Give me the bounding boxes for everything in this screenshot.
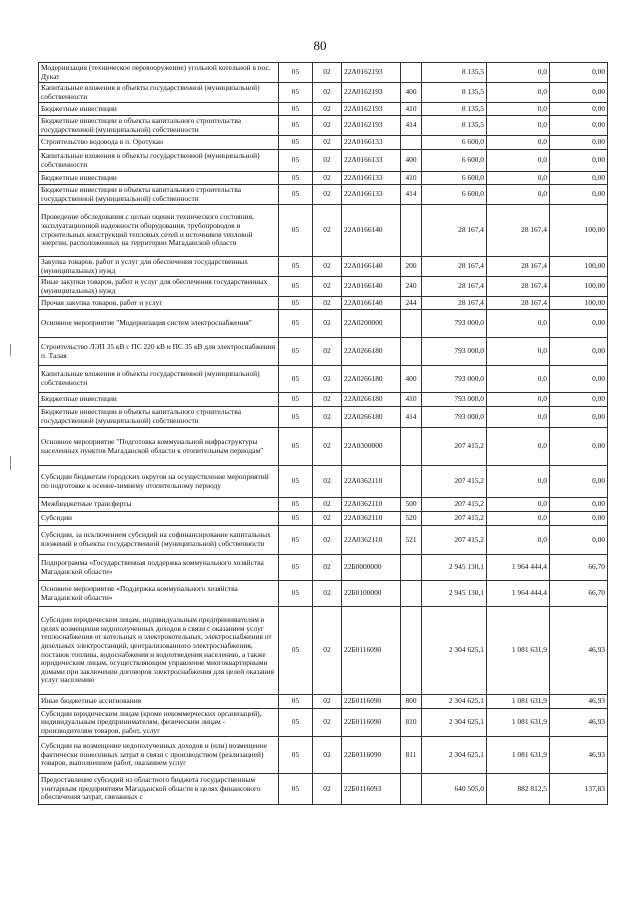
executed-amount: 0,0 <box>487 150 550 172</box>
section-code: 05 <box>279 393 313 407</box>
target-article-code: 22А0166133 <box>342 185 401 205</box>
expense-type-code <box>401 774 422 805</box>
section-code: 05 <box>279 466 313 498</box>
table-row <box>39 150 608 172</box>
subsection-code: 02 <box>313 393 342 407</box>
expense-type-code: 810 <box>401 709 422 737</box>
execution-percent: 0,00 <box>550 310 608 338</box>
table-row <box>39 393 608 407</box>
planned-amount: 8 135,5 <box>422 116 487 136</box>
row-name: Бюджетные инвестиции в объекты капитального строительства государственной (муниципальной) собственности <box>39 185 279 205</box>
budget-table <box>38 62 608 805</box>
target-article-code: 22А0266180 <box>342 366 401 393</box>
execution-percent: 137,83 <box>550 774 608 805</box>
subsection-code: 02 <box>313 512 342 526</box>
subsection-code: 02 <box>313 581 342 607</box>
subsection-code: 02 <box>313 695 342 709</box>
subsection-code: 02 <box>313 205 342 257</box>
section-code: 05 <box>279 512 313 526</box>
section-code: 05 <box>279 63 313 83</box>
table-row <box>39 297 608 310</box>
target-article-code: 22Б0100000 <box>342 581 401 607</box>
row-name: Субсидии юридическим лицам, индивидуальным предпринимателям в целях возмещения недополученных доходов в связи с оказанием услуг теплоснабжения от котельных и электрокотельных, электроснабжения от дизельных электростанций, централизованного электроснабжения, поставок топлива, водоснабжения и водоотведения населению, а также юридическим лицам, осуществляющим управление многоквартирными домами при заключении договоров электроснабжения для целей оказания услуг населению <box>39 607 279 695</box>
target-article-code: 22А0266180 <box>342 393 401 407</box>
expense-type-code: 400 <box>401 83 422 103</box>
table-row <box>39 526 608 555</box>
row-name: Капитальные вложения в объекты государственной (муниципальной) собственности <box>39 366 279 393</box>
planned-amount: 6 600,0 <box>422 172 487 185</box>
planned-amount: 207 415,2 <box>422 466 487 498</box>
section-code: 05 <box>279 83 313 103</box>
planned-amount: 28 167,4 <box>422 277 487 297</box>
target-article-code: 22А0166140 <box>342 257 401 277</box>
target-article-code: 22Б0116090 <box>342 607 401 695</box>
target-article-code: 22Б0116090 <box>342 709 401 737</box>
executed-amount: 0,0 <box>487 116 550 136</box>
subsection-code: 02 <box>313 498 342 512</box>
target-article-code: 22А0200000 <box>342 310 401 338</box>
section-code: 05 <box>279 428 313 466</box>
target-article-code: 22А0362110 <box>342 466 401 498</box>
execution-percent: 0,00 <box>550 526 608 555</box>
expense-type-code: 244 <box>401 297 422 310</box>
row-name: Основное мероприятие "Подготовка коммунальной инфраструктуры населенных пунктов Магаданской области к отопительным периодам" <box>39 428 279 466</box>
table-row <box>39 310 608 338</box>
section-code: 05 <box>279 150 313 172</box>
executed-amount: 1 081 631,9 <box>487 737 550 774</box>
planned-amount: 8 135,5 <box>422 63 487 83</box>
execution-percent: 0,00 <box>550 83 608 103</box>
row-name: Проведение обследования с целью оценки технического состояния, эксплуатационной надежности оборудования, трубопроводов и строительных конструкций тепловых сетей и источников тепловой энергии, расположенных на территории Магаданской области <box>39 205 279 257</box>
subsection-code: 02 <box>313 172 342 185</box>
target-article-code: 22Б0116090 <box>342 737 401 774</box>
executed-amount: 28 167,4 <box>487 205 550 257</box>
subsection-code: 02 <box>313 310 342 338</box>
table-row <box>39 172 608 185</box>
executed-amount: 0,0 <box>487 498 550 512</box>
target-article-code: 22А0162193 <box>342 103 401 116</box>
execution-percent: 0,00 <box>550 393 608 407</box>
expense-type-code: 400 <box>401 150 422 172</box>
executed-amount: 1 964 444,4 <box>487 581 550 607</box>
row-name: Бюджетные инвестиции <box>39 172 279 185</box>
planned-amount: 28 167,4 <box>422 257 487 277</box>
expense-type-code <box>401 63 422 83</box>
executed-amount: 0,0 <box>487 428 550 466</box>
section-code: 05 <box>279 498 313 512</box>
section-code: 05 <box>279 205 313 257</box>
execution-percent: 0,00 <box>550 366 608 393</box>
planned-amount: 6 600,0 <box>422 150 487 172</box>
section-code: 05 <box>279 526 313 555</box>
section-code: 05 <box>279 310 313 338</box>
table-row <box>39 555 608 581</box>
execution-percent: 100,00 <box>550 297 608 310</box>
table-row <box>39 205 608 257</box>
target-article-code: 22Б0116093 <box>342 774 401 805</box>
planned-amount: 207 415,2 <box>422 526 487 555</box>
row-name: Субсидии бюджетам городских округов на осуществление мероприятий по подготовке к осенне-зимнему отопительному периоду <box>39 466 279 498</box>
section-code: 05 <box>279 103 313 116</box>
section-code: 05 <box>279 774 313 805</box>
expense-type-code: 520 <box>401 512 422 526</box>
planned-amount: 2 304 625,1 <box>422 695 487 709</box>
execution-percent: 0,00 <box>550 136 608 150</box>
expense-type-code <box>401 466 422 498</box>
table-row <box>39 737 608 774</box>
section-code: 05 <box>279 338 313 366</box>
target-article-code: 22А0162193 <box>342 116 401 136</box>
expense-type-code <box>401 581 422 607</box>
expense-type-code: 410 <box>401 393 422 407</box>
subsection-code: 02 <box>313 407 342 428</box>
table-row <box>39 257 608 277</box>
section-code: 05 <box>279 185 313 205</box>
executed-amount: 1 964 444,4 <box>487 555 550 581</box>
table-row <box>39 366 608 393</box>
execution-percent: 0,00 <box>550 512 608 526</box>
expense-type-code: 521 <box>401 526 422 555</box>
section-code: 05 <box>279 257 313 277</box>
expense-type-code: 414 <box>401 407 422 428</box>
target-article-code: 22А0166133 <box>342 150 401 172</box>
row-name: Иные закупки товаров, работ и услуг для обеспечения государственных (муниципальных) нужд <box>39 277 279 297</box>
execution-percent: 46,93 <box>550 737 608 774</box>
table-row <box>39 185 608 205</box>
execution-percent: 0,00 <box>550 407 608 428</box>
subsection-code: 02 <box>313 466 342 498</box>
execution-percent: 0,00 <box>550 150 608 172</box>
execution-percent: 46,93 <box>550 709 608 737</box>
row-name: Капитальные вложения в объекты государственной (муниципальной) собственности <box>39 83 279 103</box>
target-article-code: 22А0166140 <box>342 297 401 310</box>
planned-amount: 8 135,5 <box>422 103 487 116</box>
target-article-code: 22А0162193 <box>342 63 401 83</box>
execution-percent: 46,93 <box>550 607 608 695</box>
expense-type-code <box>401 428 422 466</box>
subsection-code: 02 <box>313 277 342 297</box>
target-article-code: 22Б0116090 <box>342 695 401 709</box>
target-article-code: 22Б0000000 <box>342 555 401 581</box>
execution-percent: 0,00 <box>550 338 608 366</box>
expense-type-code <box>401 136 422 150</box>
table-row <box>39 277 608 297</box>
execution-percent: 100,00 <box>550 277 608 297</box>
target-article-code: 22А0362110 <box>342 512 401 526</box>
planned-amount: 6 600,0 <box>422 185 487 205</box>
execution-percent: 0,00 <box>550 428 608 466</box>
row-name: Субсидии, за исключением субсидий на софинансирование капитальных вложений в объекты государственной (муниципальной) собственности <box>39 526 279 555</box>
execution-percent: 66,70 <box>550 555 608 581</box>
target-article-code: 22А0362110 <box>342 498 401 512</box>
planned-amount: 2 945 130,1 <box>422 581 487 607</box>
margin-mark-lower <box>10 456 11 470</box>
subsection-code: 02 <box>313 709 342 737</box>
table-row <box>39 136 608 150</box>
subsection-code: 02 <box>313 428 342 466</box>
planned-amount: 28 167,4 <box>422 205 487 257</box>
executed-amount: 0,0 <box>487 63 550 83</box>
table-row <box>39 512 608 526</box>
planned-amount: 28 167,4 <box>422 297 487 310</box>
expense-type-code: 800 <box>401 695 422 709</box>
executed-amount: 0,0 <box>487 512 550 526</box>
table-row <box>39 116 608 136</box>
planned-amount: 207 415,2 <box>422 428 487 466</box>
section-code: 05 <box>279 695 313 709</box>
subsection-code: 02 <box>313 526 342 555</box>
expense-type-code: 414 <box>401 116 422 136</box>
expense-type-code <box>401 338 422 366</box>
section-code: 05 <box>279 297 313 310</box>
subsection-code: 02 <box>313 103 342 116</box>
row-name: Субсидии на возмещение недополученных доходов и (или) возмещение фактически понесенных затрат в связи с производством (реализацией) товаров, выполнением работ, оказанием услуг <box>39 737 279 774</box>
expense-type-code: 414 <box>401 185 422 205</box>
table-row <box>39 466 608 498</box>
planned-amount: 8 135,5 <box>422 83 487 103</box>
expense-type-code: 410 <box>401 172 422 185</box>
table-row <box>39 103 608 116</box>
execution-percent: 0,00 <box>550 498 608 512</box>
table-row <box>39 607 608 695</box>
section-code: 05 <box>279 366 313 393</box>
table-row <box>39 63 608 83</box>
table-row <box>39 774 608 805</box>
executed-amount: 882 812,5 <box>487 774 550 805</box>
row-name: Бюджетные инвестиции в объекты капитального строительства государственной (муниципальной) собственности <box>39 407 279 428</box>
expense-type-code <box>401 555 422 581</box>
subsection-code: 02 <box>313 338 342 366</box>
table-row <box>39 709 608 737</box>
subsection-code: 02 <box>313 297 342 310</box>
subsection-code: 02 <box>313 185 342 205</box>
section-code: 05 <box>279 737 313 774</box>
executed-amount: 0,0 <box>487 136 550 150</box>
section-code: 05 <box>279 581 313 607</box>
planned-amount: 2 304 625,1 <box>422 607 487 695</box>
subsection-code: 02 <box>313 607 342 695</box>
section-code: 05 <box>279 607 313 695</box>
target-article-code: 22А0166140 <box>342 277 401 297</box>
row-name: Бюджетные инвестиции <box>39 393 279 407</box>
section-code: 05 <box>279 136 313 150</box>
row-name: Закупка товаров, работ и услуг для обеспечения государственных (муниципальных) нужд <box>39 257 279 277</box>
section-code: 05 <box>279 407 313 428</box>
execution-percent: 0,00 <box>550 103 608 116</box>
row-name: Модернизация (техническое перевооружение) угольной котельной в пос. Дукат <box>39 63 279 83</box>
executed-amount: 0,0 <box>487 185 550 205</box>
target-article-code: 22А0362110 <box>342 526 401 555</box>
executed-amount: 0,0 <box>487 310 550 338</box>
subsection-code: 02 <box>313 136 342 150</box>
table-row <box>39 407 608 428</box>
executed-amount: 1 081 631,9 <box>487 695 550 709</box>
target-article-code: 22А0162193 <box>342 83 401 103</box>
executed-amount: 1 081 631,9 <box>487 709 550 737</box>
execution-percent: 0,00 <box>550 466 608 498</box>
row-name: Строительство водовода в п. Оротукан <box>39 136 279 150</box>
row-name: Бюджетные инвестиции в объекты капитального строительства государственной (муниципальной) собственности <box>39 116 279 136</box>
section-code: 05 <box>279 555 313 581</box>
subsection-code: 02 <box>313 257 342 277</box>
expense-type-code <box>401 205 422 257</box>
planned-amount: 640 505,0 <box>422 774 487 805</box>
margin-mark-upper <box>10 344 11 356</box>
expense-type-code <box>401 607 422 695</box>
execution-percent: 0,00 <box>550 185 608 205</box>
executed-amount: 0,0 <box>487 172 550 185</box>
row-name: Подпрограмма «Государственная поддержка коммунального хозяйства Магаданской области» <box>39 555 279 581</box>
planned-amount: 207 415,2 <box>422 512 487 526</box>
planned-amount: 207 415,2 <box>422 498 487 512</box>
planned-amount: 6 600,0 <box>422 136 487 150</box>
expense-type-code: 811 <box>401 737 422 774</box>
execution-percent: 0,00 <box>550 63 608 83</box>
target-article-code: 22А0166133 <box>342 136 401 150</box>
target-article-code: 22А0266180 <box>342 338 401 366</box>
row-name: Прочая закупка товаров, работ и услуг <box>39 297 279 310</box>
row-name: Предоставление субсидий из областного бюджета государственным унитарным предприятиям Магаданской области в целях финансового обеспечения затрат, связанных с <box>39 774 279 805</box>
execution-percent: 0,00 <box>550 172 608 185</box>
expense-type-code: 200 <box>401 257 422 277</box>
executed-amount: 0,0 <box>487 526 550 555</box>
executed-amount: 28 167,4 <box>487 257 550 277</box>
subsection-code: 02 <box>313 366 342 393</box>
row-name: Бюджетные инвестиции <box>39 103 279 116</box>
executed-amount: 28 167,4 <box>487 297 550 310</box>
row-name: Основное мероприятие "Модернизация систем электроснабжения" <box>39 310 279 338</box>
section-code: 05 <box>279 116 313 136</box>
section-code: 05 <box>279 172 313 185</box>
table-row <box>39 695 608 709</box>
executed-amount: 0,0 <box>487 103 550 116</box>
subsection-code: 02 <box>313 116 342 136</box>
expense-type-code <box>401 310 422 338</box>
execution-percent: 66,70 <box>550 581 608 607</box>
subsection-code: 02 <box>313 63 342 83</box>
subsection-code: 02 <box>313 83 342 103</box>
row-name: Межбюджетные трансферты <box>39 498 279 512</box>
executed-amount: 0,0 <box>487 83 550 103</box>
expense-type-code: 410 <box>401 103 422 116</box>
section-code: 05 <box>279 709 313 737</box>
executed-amount: 0,0 <box>487 407 550 428</box>
expense-type-code: 500 <box>401 498 422 512</box>
planned-amount: 2 304 625,1 <box>422 737 487 774</box>
planned-amount: 2 304 625,1 <box>422 709 487 737</box>
table-row <box>39 83 608 103</box>
planned-amount: 793 000,0 <box>422 310 487 338</box>
executed-amount: 0,0 <box>487 338 550 366</box>
target-article-code: 22А0166140 <box>342 205 401 257</box>
section-code: 05 <box>279 277 313 297</box>
executed-amount: 0,0 <box>487 466 550 498</box>
row-name: Основное мероприятие «Поддержка коммунального хозяйства Магаданской области» <box>39 581 279 607</box>
execution-percent: 0,00 <box>550 116 608 136</box>
expense-type-code: 400 <box>401 366 422 393</box>
executed-amount: 0,0 <box>487 366 550 393</box>
planned-amount: 793 000,0 <box>422 338 487 366</box>
planned-amount: 793 000,0 <box>422 366 487 393</box>
target-article-code: 22А0300000 <box>342 428 401 466</box>
row-name: Субсидии юридическим лицам (кроме некоммерческих организаций), индивидуальным предпринимателям, физическим лицам - производителям товаров, работ, услуг <box>39 709 279 737</box>
expense-type-code: 240 <box>401 277 422 297</box>
executed-amount: 1 081 631,9 <box>487 607 550 695</box>
subsection-code: 02 <box>313 555 342 581</box>
planned-amount: 2 945 130,1 <box>422 555 487 581</box>
page-number: 80 <box>313 38 327 53</box>
table-body <box>39 63 608 805</box>
row-name: Иные бюджетные ассигнования <box>39 695 279 709</box>
row-name: Капитальные вложения в объекты государственной (муниципальной) собственности <box>39 150 279 172</box>
target-article-code: 22А0166133 <box>342 172 401 185</box>
subsection-code: 02 <box>313 774 342 805</box>
row-name: Строительство ЛЭП 35 кВ с ПС 220 кВ и ПС 35 кВ для электроснабжения п. Талая <box>39 338 279 366</box>
planned-amount: 793 000,0 <box>422 393 487 407</box>
table-row <box>39 581 608 607</box>
subsection-code: 02 <box>313 737 342 774</box>
executed-amount: 0,0 <box>487 393 550 407</box>
planned-amount: 793 000,0 <box>422 407 487 428</box>
table-row <box>39 428 608 466</box>
subsection-code: 02 <box>313 150 342 172</box>
row-name: Субсидии <box>39 512 279 526</box>
table-row <box>39 338 608 366</box>
target-article-code: 22А0266180 <box>342 407 401 428</box>
execution-percent: 100,00 <box>550 257 608 277</box>
executed-amount: 28 167,4 <box>487 277 550 297</box>
execution-percent: 100,00 <box>550 205 608 257</box>
table-row <box>39 498 608 512</box>
execution-percent: 46,93 <box>550 695 608 709</box>
